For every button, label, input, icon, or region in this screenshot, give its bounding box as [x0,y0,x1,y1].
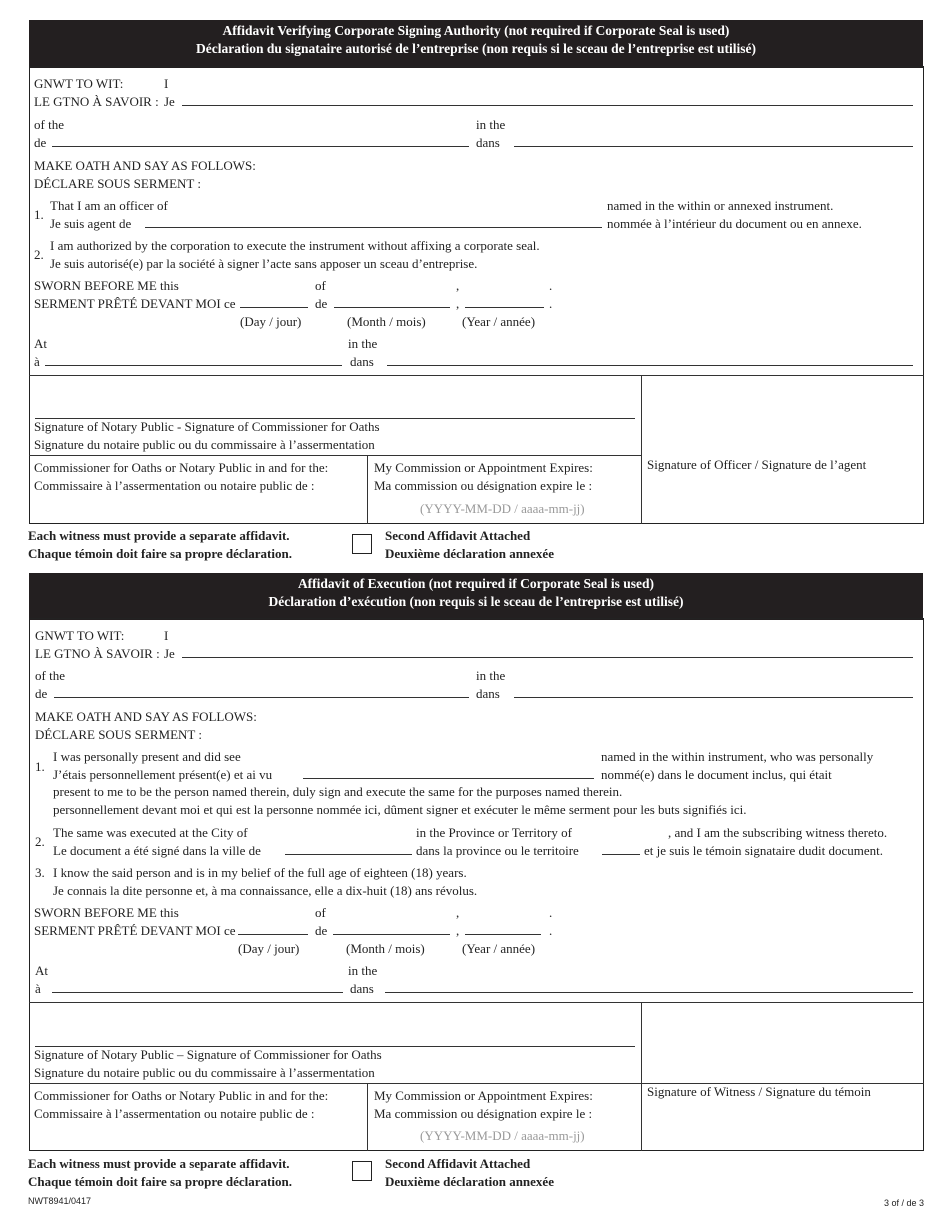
section2-header [29,573,923,620]
s2-witness-note-en: Each witness must provide a separate affidavit. [28,1156,290,1171]
expires-label-en: My Commission or Appointment Expires: [374,460,593,475]
s2-year-caption: (Year / année) [462,941,536,956]
signature-block-divider [641,375,642,524]
s2-at-in-the-field[interactable] [385,992,913,993]
s2-second-affidavit-label-en: Second Affidavit Attached [385,1156,531,1171]
item-1-right-en: named in the within or annexed instrument. [607,198,834,213]
s2-sworn-comma-1: , [456,905,460,920]
witness-signature-label: Signature of Witness / Signature du témoin [647,1084,871,1099]
s2-in-the-label-fr: dans [476,686,500,701]
s2-person-seen-field[interactable] [303,778,594,779]
s2-sworn-period-1: . [549,905,553,920]
sworn-day-field[interactable] [240,307,308,308]
sworn-month-field[interactable] [334,307,450,308]
in-the-label-fr: dans [476,135,500,150]
s2-item-3-number: 3. [35,865,45,880]
s2-sworn-label-en: SWORN BEFORE ME this [34,905,179,920]
gnwt-label-en: GNWT TO WIT: [34,76,124,91]
second-affidavit-label-fr: Deuxième déclaration annexée [385,546,554,561]
s2-notary-row-divider [367,1083,368,1151]
at-label-en: At [34,336,47,351]
page-number: 3 of / de 3 [884,1198,925,1208]
s2-gnwt-label-en: GNWT TO WIT: [35,628,125,643]
s2-sworn-year-field[interactable] [465,934,541,935]
expiry-date-input[interactable]: (YYYY-MM-DD / aaaa-mm-jj) [420,501,585,516]
s2-item-2-text-en: The same was executed at the City of [53,825,248,840]
day-caption: (Day / jour) [240,314,302,329]
s2-i-label-en: I [164,628,169,643]
s2-gnwt-label-fr: LE GTNO À SAVOIR : [35,646,160,661]
of-the-label-en: of the [34,117,64,132]
s2-notary-signature-label-en: Signature of Notary Public – Signature of Commissioner for Oaths [34,1047,382,1062]
deponent-name-field[interactable] [182,105,913,106]
s2-notary-signature-label-fr: Signature du notaire public ou du commissaire à l’assermentation [34,1065,375,1080]
s2-item-2-end-en: , and I am the subscribing witness thereto. [668,825,888,840]
section1-title-en: Affidavit Verifying Corporate Signing Authority (not required if Corporate Seal is used) [222,23,730,38]
s2-at-label-en: At [35,963,48,978]
s2-item-3-text-fr: Je connais la dite personne et, à ma connaissance, elle a dix-huit (18) ans révolus. [53,883,478,898]
sworn-comma-2: , [456,296,460,311]
s2-oath-label-fr: DÉCLARE SOUS SERMENT : [35,727,202,742]
s2-city-field[interactable] [285,854,412,855]
of-the-label-fr: de [34,135,47,150]
sworn-comma-1: , [456,278,460,293]
section1-header [29,20,923,68]
of-the-field[interactable] [52,146,469,147]
s2-province-field[interactable] [602,854,640,855]
s2-item-1-cont-fr: personnellement devant moi et qui est la personne nommée ici, dûment signer et exécuter le même serment pour les buts signifiés ici. [53,802,747,817]
s2-i-label-fr: Je [164,646,175,661]
s2-commissioner-label-en: Commissioner for Oaths or Notary Public in and for the: [34,1088,329,1103]
s2-of-the-field[interactable] [54,697,469,698]
s2-deponent-name-field[interactable] [182,657,913,658]
witness-note-en: Each witness must provide a separate affidavit. [28,528,290,543]
s2-oath-label-en: MAKE OATH AND SAY AS FOLLOWS: [35,709,257,724]
oath-label-en: MAKE OATH AND SAY AS FOLLOWS: [34,158,256,173]
i-label-fr: Je [164,94,175,109]
item-2-text-fr: Je suis autorisé(e) par la société à signer l’acte sans apposer un sceau d’entreprise. [50,256,478,271]
s2-signature-block-divider [641,1002,642,1151]
signature-block-top-line [29,375,924,376]
notary-signature-label-fr: Signature du notaire public ou du commissaire à l’assermentation [34,437,375,452]
s2-sworn-of-en: of [315,905,326,920]
section2-title-fr: Déclaration d’exécution (non requis si le sceau de l’entreprise est utilisé) [268,594,684,609]
at-in-the-fr: dans [350,354,374,369]
officer-signature-label: Signature of Officer / Signature de l’agent [647,457,867,472]
s2-item-2-text-fr: Le document a été signé dans la ville de [53,843,261,858]
s2-item-3-text-en: I know the said person and is in my belief of the full age of eighteen (18) years. [53,865,467,880]
notary-row-divider [367,455,368,524]
sworn-of-en: of [315,278,326,293]
second-affidavit-label-en: Second Affidavit Attached [385,528,531,543]
s2-at-label-fr: à [35,981,41,996]
oath-label-fr: DÉCLARE SOUS SERMENT : [34,176,201,191]
form-code: NWT8941/0417 [28,1196,92,1206]
sworn-of-fr: de [315,296,328,311]
notary-signature-label-en: Signature of Notary Public - Signature of Commissioner for Oaths [34,419,380,434]
s2-sworn-comma-2: , [456,923,460,938]
s2-item-1-text-fr: J’étais personnellement présent(e) et ai vu [53,767,273,782]
s2-expires-label-fr: Ma commission ou désignation expire le : [374,1106,593,1121]
gnwt-label-fr: LE GTNO À SAVOIR : [34,94,159,109]
s2-item-1-right-en: named in the within instrument, who was personally [601,749,874,764]
section2-title-en: Affidavit of Execution (not required if Corporate Seal is used) [297,576,655,591]
s2-sworn-of-fr: de [315,923,328,938]
s2-sworn-month-field[interactable] [333,934,450,935]
s2-in-the-field[interactable] [514,697,913,698]
i-label-en: I [164,76,169,91]
item-1-right-fr: nommée à l’intérieur du document ou en annexe. [607,216,862,231]
s2-second-affidavit-label-fr: Deuxième déclaration annexée [385,1174,554,1189]
commissioner-label-fr: Commissaire à l’assermentation ou notaire public de : [34,478,315,493]
item-2-text-en: I am authorized by the corporation to execute the instrument without affixing a corporate seal. [50,238,540,253]
s2-sworn-day-field[interactable] [238,934,308,935]
s2-commissioner-label-fr: Commissaire à l’assermentation ou notaire public de : [34,1106,315,1121]
s2-signature-block-top-line [29,1002,924,1003]
expires-label-fr: Ma commission ou désignation expire le : [374,478,593,493]
notary-row-line [29,455,641,456]
s2-item-2-mid-fr: dans la province ou le territoire [416,843,579,858]
s2-sworn-period-2: . [549,923,553,938]
sworn-label-en: SWORN BEFORE ME this [34,278,179,293]
s2-item-1-right-fr: nommé(e) dans le document inclus, qui était [601,767,832,782]
sworn-period-2: . [549,296,553,311]
item-1-text-en: That I am an officer of [50,198,168,213]
s2-of-the-label-en: of the [35,668,65,683]
year-caption: (Year / année) [462,314,536,329]
s2-sworn-label-fr: SERMENT PRÊTÉ DEVANT MOI ce [34,923,236,938]
s2-witness-note-fr: Chaque témoin doit faire sa propre déclaration. [28,1174,292,1189]
at-in-the-en: in the [348,336,378,351]
sworn-year-field[interactable] [465,307,544,308]
s2-expiry-date-input[interactable]: (YYYY-MM-DD / aaaa-mm-jj) [420,1128,585,1143]
s2-item-1-cont-en: present to me to be the person named therein, duly sign and execute the same for the purposes named therein. [53,784,623,799]
witness-note-fr: Chaque témoin doit faire sa propre déclaration. [28,546,292,561]
commissioner-label-en: Commissioner for Oaths or Notary Public in and for the: [34,460,329,475]
item-1-number: 1. [34,207,44,222]
s2-item-2-mid-en: in the Province or Territory of [416,825,572,840]
at-place-field[interactable] [45,365,342,366]
second-affidavit-checkbox[interactable] [352,534,372,554]
sworn-label-fr: SERMENT PRÊTÉ DEVANT MOI ce [34,296,236,311]
section1-title-fr: Déclaration du signataire autorisé de l’entreprise (non requis si le sceau de l’entreprise est utilisé) [196,41,756,56]
s2-at-in-the-en: in the [348,963,378,978]
s2-item-2-number: 2. [35,834,45,849]
s2-second-affidavit-checkbox[interactable] [352,1161,372,1181]
s2-of-the-label-fr: de [35,686,48,701]
s2-notary-row-line [29,1083,641,1084]
sworn-period-1: . [549,278,553,293]
at-label-fr: à [34,354,40,369]
item-2-number: 2. [34,247,44,262]
month-caption: (Month / mois) [347,314,426,329]
corporation-name-field[interactable] [145,227,602,228]
in-the-field[interactable] [514,146,913,147]
s2-in-the-label-en: in the [476,668,506,683]
s2-item-1-text-en: I was personally present and did see [53,749,241,764]
s2-item-2-end-fr: et je suis le témoin signataire dudit document. [644,843,884,858]
in-the-label-en: in the [476,117,506,132]
item-1-text-fr: Je suis agent de [50,216,132,231]
s2-at-in-the-fr: dans [350,981,374,996]
s2-day-caption: (Day / jour) [238,941,300,956]
at-in-the-field[interactable] [387,365,913,366]
s2-at-place-field[interactable] [52,992,343,993]
s2-month-caption: (Month / mois) [346,941,425,956]
s2-expires-label-en: My Commission or Appointment Expires: [374,1088,593,1103]
s2-item-1-number: 1. [35,759,45,774]
